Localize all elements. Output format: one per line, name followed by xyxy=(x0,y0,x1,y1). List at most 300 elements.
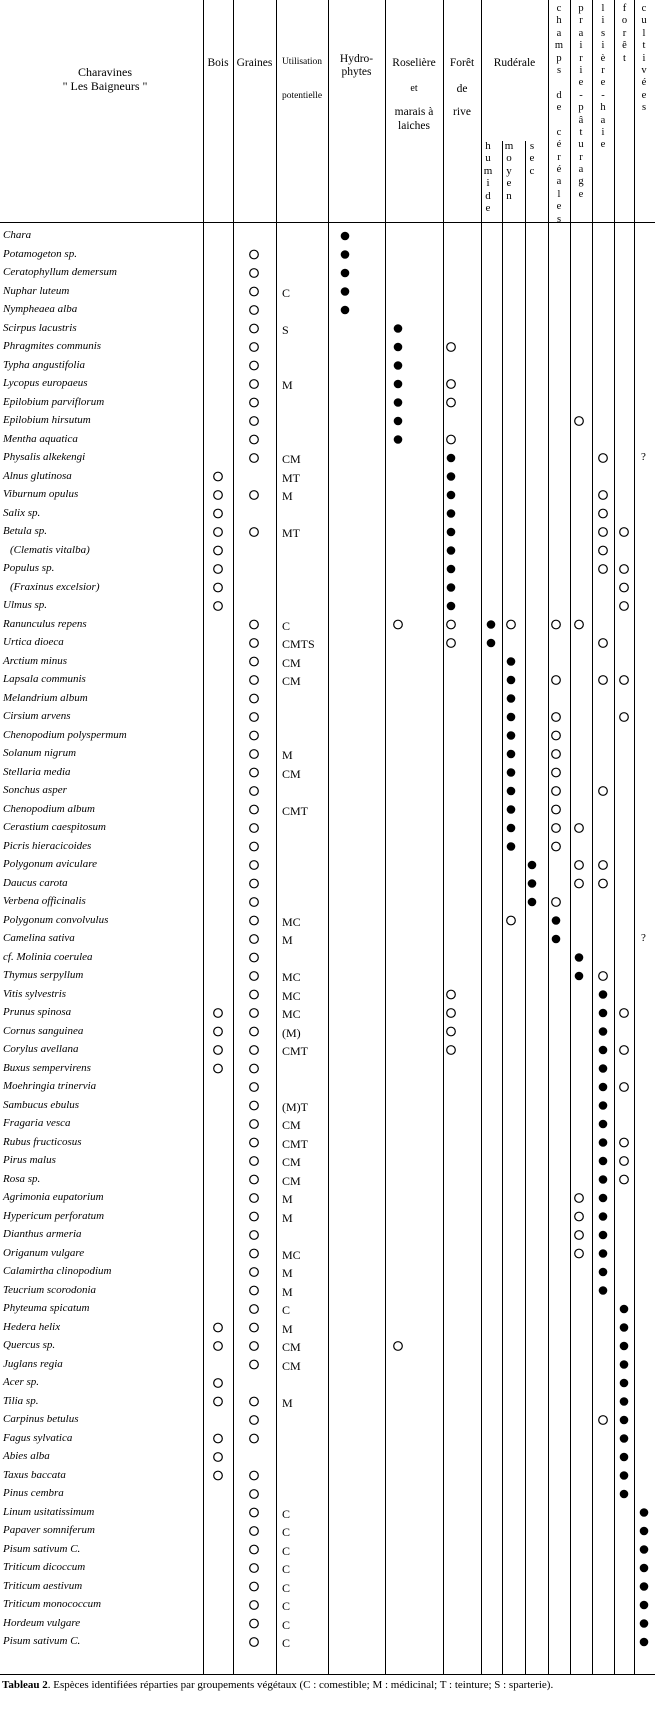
use-code: CM xyxy=(282,766,301,781)
mark-filled-foretrive xyxy=(447,546,456,555)
species-name: Cerastium caespitosum xyxy=(3,821,106,833)
use-code: MC xyxy=(282,988,301,1003)
header-graines: Graines xyxy=(236,57,273,69)
species-name: Verbena officinalis xyxy=(3,895,86,907)
mark-open-graines xyxy=(250,1416,259,1425)
species-name: Daucus carota xyxy=(3,876,68,889)
use-code: CM xyxy=(282,1155,301,1169)
header-foret-rive-2: de xyxy=(456,83,468,95)
mark-open-lisiere xyxy=(599,1416,608,1425)
mark-open-bois xyxy=(214,1434,223,1443)
mark-open-graines xyxy=(250,879,259,888)
species-name: Epilobium parviflorum xyxy=(3,395,105,408)
mark-open-graines xyxy=(250,1638,259,1647)
mark-open-graines xyxy=(250,1434,259,1443)
use-code: M xyxy=(282,748,293,762)
use-code: C xyxy=(282,1562,291,1576)
use-code: MT xyxy=(282,470,300,485)
use-code: C xyxy=(282,1303,291,1317)
mark-open-graines xyxy=(250,1508,259,1517)
mark-open-graines xyxy=(250,398,259,407)
use-code: CM xyxy=(282,1358,301,1373)
mark-open-graines xyxy=(250,1527,259,1536)
mark-open-champs xyxy=(552,898,561,907)
use-code: MT xyxy=(282,526,300,540)
mark-open-bois xyxy=(214,1471,223,1480)
species-name: Juglans regia xyxy=(3,1357,63,1370)
mark-open-bois xyxy=(214,1046,223,1055)
mark-open-graines xyxy=(250,1471,259,1480)
use-code: CM xyxy=(282,452,301,466)
mark-open-moyen xyxy=(507,916,516,925)
mark-filled-cultivees xyxy=(640,1601,649,1610)
mark-open-lisiere xyxy=(599,509,608,518)
mark-filled-moyen xyxy=(507,713,516,722)
mark-open-foretrive xyxy=(447,620,456,629)
mark-filled-lisiere xyxy=(599,1064,608,1073)
use-code: M xyxy=(282,1321,293,1336)
mark-open-foret xyxy=(620,676,629,685)
mark-filled-moyen xyxy=(507,676,516,685)
species-name: Chenopodium album xyxy=(3,802,95,815)
mark-open-graines xyxy=(250,898,259,907)
use-code: M xyxy=(282,933,293,947)
mark-open-bois xyxy=(214,565,223,574)
mark-filled-lisiere xyxy=(599,1157,608,1166)
mark-filled-roseliere xyxy=(394,380,403,389)
mark-open-lisiere xyxy=(599,861,608,870)
species-name: Quercus sp. xyxy=(3,1339,56,1351)
mark-filled-foretrive xyxy=(447,528,456,537)
header-hydro-2: phytes xyxy=(341,66,372,78)
species-name: Pisum sativum C. xyxy=(3,1542,81,1555)
mark-open-champs xyxy=(552,842,561,851)
use-code: CMT xyxy=(282,803,309,818)
mark-filled-champs xyxy=(552,935,561,944)
mark-filled-cultivees xyxy=(640,1619,649,1628)
mark-open-foret xyxy=(620,1175,629,1184)
mark-open-graines xyxy=(250,916,259,925)
mark-filled-foret xyxy=(620,1434,629,1443)
mark-open-lisiere xyxy=(599,491,608,500)
mark-filled-sec xyxy=(528,879,537,888)
mark-filled-roseliere xyxy=(394,324,403,333)
species-name: Nuphar luteum xyxy=(3,284,70,297)
use-code: CMT xyxy=(282,1136,309,1151)
mark-open-foret xyxy=(620,713,629,722)
mark-filled-lisiere xyxy=(599,1268,608,1277)
mark-open-prairie xyxy=(575,1194,584,1203)
mark-open-bois xyxy=(214,1064,223,1073)
mark-open-graines xyxy=(250,1101,259,1110)
species-name: Rosa sp. xyxy=(3,1172,41,1185)
species-name: Carpinus betulus xyxy=(3,1413,79,1425)
header-utilisation: Utilisation xyxy=(281,57,323,67)
mark-filled-roseliere xyxy=(394,435,403,444)
mark-open-graines xyxy=(250,1582,259,1591)
header-prairie: p r a i r i e - p â t u r a g e xyxy=(578,3,584,200)
mark-filled-foretrive xyxy=(447,491,456,500)
mark-open-graines xyxy=(250,1323,259,1332)
mark-open-prairie xyxy=(575,1231,584,1240)
species-name: Viburnum opulus xyxy=(3,488,79,500)
mark-filled-cultivees xyxy=(640,1638,649,1647)
mark-open-graines xyxy=(250,787,259,796)
mark-filled-cultivees xyxy=(640,1564,649,1573)
species-name: Papaver somniferum xyxy=(3,1524,95,1536)
mark-open-graines xyxy=(250,1175,259,1184)
mark-open-graines xyxy=(250,306,259,315)
mark-open-graines xyxy=(250,1138,259,1147)
use-code: C xyxy=(282,1525,291,1539)
use-code: M xyxy=(282,1395,293,1410)
species-name: Urtica dioeca xyxy=(3,636,64,648)
species-name: Ceratophyllum demersum xyxy=(3,266,117,278)
mark-open-foretrive xyxy=(447,639,456,648)
use-code: MC xyxy=(282,1247,301,1262)
mark-open-moyen xyxy=(507,620,516,629)
mark-open-champs xyxy=(552,713,561,722)
mark-open-bois xyxy=(214,472,223,481)
species-name: Tilia sp. xyxy=(3,1394,39,1407)
species-name: Sonchus asper xyxy=(3,784,67,796)
mark-open-lisiere xyxy=(599,546,608,555)
header-roseliere: Roselière xyxy=(392,57,436,69)
mark-open-graines xyxy=(250,287,259,296)
species-name: Dianthus armeria xyxy=(3,1228,82,1240)
mark-open-foret xyxy=(620,1046,629,1055)
mark-open-graines xyxy=(250,731,259,740)
mark-open-prairie xyxy=(575,1212,584,1221)
use-code: C xyxy=(282,1506,291,1521)
header-foret-rive-3: rive xyxy=(453,106,471,118)
mark-filled-moyen xyxy=(507,694,516,703)
mark-open-graines xyxy=(250,972,259,981)
header-site: Charavines xyxy=(78,65,132,79)
species-name: Moehringia trinervia xyxy=(3,1080,97,1092)
mark-filled-hydro xyxy=(341,287,350,296)
mark-open-graines xyxy=(250,935,259,944)
mark-filled-lisiere xyxy=(599,1120,608,1129)
mark-open-bois xyxy=(214,509,223,518)
mark-open-graines xyxy=(250,1601,259,1610)
mark-open-foretrive xyxy=(447,1046,456,1055)
species-name: (Clematis vitalba) xyxy=(10,543,90,556)
species-name: Solanum nigrum xyxy=(3,747,77,759)
use-code: (M) xyxy=(282,1025,301,1040)
mark-filled-cultivees xyxy=(640,1545,649,1554)
species-name: Lapsala communis xyxy=(3,673,86,685)
mark-open-graines xyxy=(250,953,259,962)
mark-open-graines xyxy=(250,1249,259,1258)
mark-filled-lisiere xyxy=(599,1101,608,1110)
species-name: Acer sp. xyxy=(3,1376,40,1388)
species-name: Physalis alkekengi xyxy=(3,451,86,463)
mark-filled-moyen xyxy=(507,731,516,740)
mark-open-bois xyxy=(214,528,223,537)
species-name: Fagus sylvatica xyxy=(3,1431,73,1444)
mark-open-foretrive xyxy=(447,398,456,407)
mark-open-lisiere xyxy=(599,787,608,796)
mark-open-prairie xyxy=(575,861,584,870)
mark-open-foretrive xyxy=(447,435,456,444)
mark-open-graines xyxy=(250,768,259,777)
mark-filled-foret xyxy=(620,1360,629,1369)
mark-open-foretrive xyxy=(447,380,456,389)
mark-filled-moyen xyxy=(507,824,516,833)
header-ruderale-sec: s e c xyxy=(529,140,535,177)
mark-open-lisiere xyxy=(599,972,608,981)
species-name: Linum usitatissimum xyxy=(3,1505,95,1518)
mark-open-graines xyxy=(250,1120,259,1129)
mark-filled-foret xyxy=(620,1342,629,1351)
species-name: Epilobium hirsutum xyxy=(3,414,91,426)
species-name: Phragmites communis xyxy=(3,340,102,352)
species-name: Ranunculus repens xyxy=(3,617,87,630)
species-name: Polygonum aviculare xyxy=(3,858,97,870)
mark-filled-foret xyxy=(620,1379,629,1388)
species-name: Polygonum convolvulus xyxy=(3,913,109,926)
mark-filled-roseliere xyxy=(394,417,403,426)
species-name: Agrimonia eupatorium xyxy=(3,1191,104,1203)
header-utilisation-2: potentielle xyxy=(281,91,323,101)
mark-filled-cultivees xyxy=(640,1508,649,1517)
mark-open-roseliere xyxy=(394,1342,403,1351)
mark-filled-foret xyxy=(620,1305,629,1314)
mark-filled-foret xyxy=(620,1416,629,1425)
use-code: CM xyxy=(282,1173,301,1188)
use-code: C xyxy=(282,285,291,300)
header-ruderale-humide: h u m i d e xyxy=(483,140,493,214)
mark-filled-moyen xyxy=(507,750,516,759)
mark-open-foret xyxy=(620,1138,629,1147)
mark-filled-foret xyxy=(620,1453,629,1462)
use-code: CM xyxy=(282,1340,301,1354)
species-name: Potamogeton sp. xyxy=(3,247,77,260)
mark-open-lisiere xyxy=(599,639,608,648)
mark-open-foret xyxy=(620,583,629,592)
mark-open-bois xyxy=(214,1379,223,1388)
mark-open-champs xyxy=(552,676,561,685)
species-name: Chara xyxy=(3,229,32,241)
mark-open-graines xyxy=(250,1342,259,1351)
mark-open-foret xyxy=(620,1157,629,1166)
mark-open-lisiere xyxy=(599,879,608,888)
species-name: Fragaria vesca xyxy=(3,1117,71,1129)
mark-open-graines xyxy=(250,713,259,722)
mark-open-lisiere xyxy=(599,528,608,537)
mark-filled-foret xyxy=(620,1397,629,1406)
mark-open-champs xyxy=(552,620,561,629)
mark-open-bois xyxy=(214,1397,223,1406)
use-code: C xyxy=(282,1599,291,1613)
mark-open-graines xyxy=(250,324,259,333)
species-name: Teucrium scorodonia xyxy=(3,1283,96,1296)
mark-filled-cultivees xyxy=(640,1582,649,1591)
mark-open-foret xyxy=(620,1009,629,1018)
mark-open-graines xyxy=(250,620,259,629)
mark-filled-lisiere xyxy=(599,1212,608,1221)
mark-filled-foret xyxy=(620,1323,629,1332)
species-name: Thymus serpyllum xyxy=(3,969,84,981)
table-caption xyxy=(2,1678,562,1692)
species-name: Rubus fructicosus xyxy=(3,1135,82,1148)
use-code: M xyxy=(282,1266,293,1280)
header-hydro: Hydro- xyxy=(339,53,374,65)
species-name: cf. Molinia coerulea xyxy=(3,950,93,963)
species-name: Hordeum vulgare xyxy=(3,1616,81,1629)
mark-open-prairie xyxy=(575,1249,584,1258)
mark-open-graines xyxy=(250,657,259,666)
species-name: Alnus glutinosa xyxy=(3,469,72,482)
mark-filled-foret xyxy=(620,1471,629,1480)
use-code: M xyxy=(282,1192,293,1206)
species-name: Picris hieracicoides xyxy=(3,839,92,852)
mark-filled-hydro xyxy=(341,232,350,241)
species-name: Corylus avellana xyxy=(3,1043,79,1055)
mark-open-graines xyxy=(250,528,259,537)
mark-open-graines xyxy=(250,824,259,833)
caption-label: Tableau 2 xyxy=(2,1679,48,1691)
mark-open-bois xyxy=(214,602,223,611)
species-name: Mentha aquatica xyxy=(3,432,78,445)
mark-filled-foretrive xyxy=(447,509,456,518)
species-name: (Fraxinus excelsior) xyxy=(10,580,100,593)
mark-open-champs xyxy=(552,768,561,777)
mark-filled-lisiere xyxy=(599,1138,608,1147)
header-cultivees: c u l t i v é e s xyxy=(641,3,647,114)
mark-filled-foret xyxy=(620,1490,629,1499)
caption-text: . Espèces identifiées réparties par groupements végétaux (C : comestible; M : médicinal; T : teinture; S : sparterie). xyxy=(47,1679,554,1691)
mark-open-graines xyxy=(250,1545,259,1554)
mark-open-graines xyxy=(250,1009,259,1018)
species-name: Abies alba xyxy=(3,1450,50,1462)
species-name: Nympheaea alba xyxy=(3,303,78,315)
species-name: Salix sp. xyxy=(3,506,41,519)
mark-open-graines xyxy=(250,1194,259,1203)
mark-open-graines xyxy=(250,1305,259,1314)
mark-filled-champs xyxy=(552,916,561,925)
species-name: Stellaria media xyxy=(3,765,71,778)
mark-open-bois xyxy=(214,1027,223,1036)
species-name: Pinus cembra xyxy=(3,1487,64,1499)
header-ruderale: Rudérale xyxy=(493,57,536,69)
use-code: C xyxy=(282,1543,291,1558)
mark-open-champs xyxy=(552,824,561,833)
mark-open-champs xyxy=(552,750,561,759)
mark-filled-moyen xyxy=(507,768,516,777)
header-roseliere-2: et xyxy=(410,83,418,94)
mark-filled-foretrive xyxy=(447,583,456,592)
species-name: Prunus spinosa xyxy=(3,1006,72,1018)
mark-open-foretrive xyxy=(447,1027,456,1036)
mark-open-champs xyxy=(552,731,561,740)
mark-filled-foretrive xyxy=(447,602,456,611)
mark-filled-lisiere xyxy=(599,1009,608,1018)
mark-filled-lisiere xyxy=(599,990,608,999)
mark-filled-sec xyxy=(528,861,537,870)
mark-open-graines xyxy=(250,343,259,352)
use-code: CMT xyxy=(282,1044,309,1058)
mark-open-graines xyxy=(250,1231,259,1240)
mark-open-bois xyxy=(214,1453,223,1462)
mark-open-graines xyxy=(250,1286,259,1295)
mark-open-graines xyxy=(250,491,259,500)
species-name: Hedera helix xyxy=(3,1320,61,1333)
mark-open-bois xyxy=(214,546,223,555)
use-code: CM xyxy=(282,1118,301,1132)
mark-open-bois xyxy=(214,491,223,500)
mark-open-graines xyxy=(250,454,259,463)
use-code: CM xyxy=(282,655,301,670)
species-name: Taxus baccata xyxy=(3,1468,66,1481)
mark-filled-cultivees xyxy=(640,1527,649,1536)
species-name: Sambucus ebulus xyxy=(3,1098,80,1111)
use-code: CMTS xyxy=(282,637,315,651)
mark-filled-moyen xyxy=(507,787,516,796)
mark-open-graines xyxy=(250,805,259,814)
use-code: M xyxy=(282,489,293,503)
header-bois: Bois xyxy=(207,57,229,69)
mark-open-graines xyxy=(250,676,259,685)
mark-filled-lisiere xyxy=(599,1046,608,1055)
mark-open-graines xyxy=(250,1490,259,1499)
species-name: Pirus malus xyxy=(3,1154,56,1166)
mark-open-foret xyxy=(620,1083,629,1092)
mark-filled-moyen xyxy=(507,657,516,666)
species-name: Calamirtha clinopodium xyxy=(3,1265,112,1277)
mark-open-graines xyxy=(250,269,259,278)
mark-open-roseliere xyxy=(394,620,403,629)
mark-open-graines xyxy=(250,1212,259,1221)
mark-filled-hydro xyxy=(341,306,350,315)
mark-open-bois xyxy=(214,1009,223,1018)
species-name: Hypericum perforatum xyxy=(3,1209,105,1222)
mark-filled-hydro xyxy=(341,269,350,278)
mark-open-prairie xyxy=(575,417,584,426)
mark-open-graines xyxy=(250,417,259,426)
mark-open-graines xyxy=(250,1564,259,1573)
mark-filled-humide xyxy=(487,620,496,629)
mark-open-champs xyxy=(552,805,561,814)
species-name: Typha angustifolia xyxy=(3,358,85,371)
mark-uncertain: ? xyxy=(641,932,646,944)
mark-open-graines xyxy=(250,861,259,870)
mark-open-foret xyxy=(620,602,629,611)
mark-filled-foretrive xyxy=(447,565,456,574)
mark-open-graines xyxy=(250,990,259,999)
mark-open-lisiere xyxy=(599,454,608,463)
mark-filled-moyen xyxy=(507,805,516,814)
mark-open-graines xyxy=(250,694,259,703)
species-name: Buxus sempervirens xyxy=(3,1061,91,1074)
mark-open-graines xyxy=(250,361,259,370)
mark-filled-lisiere xyxy=(599,1194,608,1203)
mark-open-graines xyxy=(250,1083,259,1092)
mark-filled-lisiere xyxy=(599,1083,608,1092)
use-code: C xyxy=(282,1617,291,1632)
species-name: Melandrium album xyxy=(3,691,88,704)
mark-open-lisiere xyxy=(599,565,608,574)
use-code: M xyxy=(282,378,293,392)
mark-open-graines xyxy=(250,639,259,648)
mark-open-foret xyxy=(620,528,629,537)
mark-filled-roseliere xyxy=(394,398,403,407)
mark-filled-humide xyxy=(487,639,496,648)
mark-open-champs xyxy=(552,787,561,796)
mark-open-bois xyxy=(214,1323,223,1332)
mark-open-graines xyxy=(250,250,259,259)
